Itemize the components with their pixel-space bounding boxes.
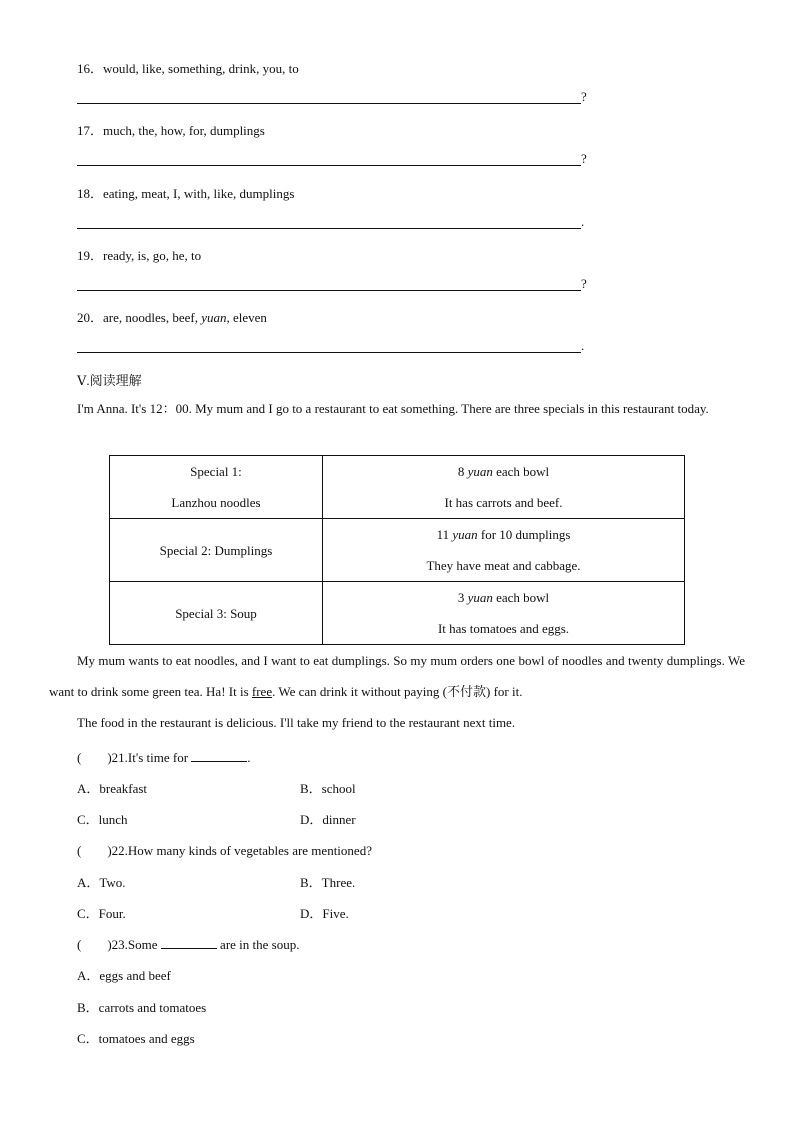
- special-price: 11 yuan for 10 dumplings: [436, 527, 571, 542]
- question-21: ( )21.It's time for .: [77, 750, 251, 765]
- end-punctuation: ?: [581, 276, 587, 291]
- answer-line-18[interactable]: [77, 228, 581, 229]
- question-number: 16．: [77, 61, 104, 76]
- special-description: It has carrots and beef.: [444, 495, 563, 510]
- answer-paren[interactable]: ( ): [77, 750, 112, 765]
- special-price: 8 yuan each bowl: [457, 464, 550, 479]
- word-list: eating, meat, I, with, like, dumplings: [103, 186, 295, 201]
- passage-paragraph-1: [49, 393, 745, 424]
- option-d[interactable]: D．Five.: [300, 906, 349, 921]
- question-16: [77, 58, 299, 77]
- paragraph-text: I'm Anna. It's 12：00. My mum and I go to a restaurant to eat something. There are three specials in this restaurant today.: [77, 401, 709, 416]
- question-18: [77, 183, 294, 202]
- end-punctuation: ?: [581, 151, 587, 166]
- paragraph-text: The food in the restaurant is delicious. I'll take my friend to the restaurant next time.: [77, 715, 516, 730]
- special-description: It has tomatoes and eggs.: [437, 621, 570, 636]
- special-name-cell: [110, 519, 323, 582]
- word-list-before: are, noodles, beef,: [103, 310, 198, 325]
- end-punctuation: .: [581, 214, 585, 229]
- underlined-word: free: [251, 684, 273, 699]
- option-c[interactable]: C．tomatoes and eggs: [77, 1031, 195, 1046]
- section-title: Ⅴ.阅读理解: [77, 373, 142, 388]
- word-list: ready, is, go, he, to: [103, 248, 202, 263]
- answer-paren[interactable]: ( ): [77, 937, 112, 952]
- answer-line-16[interactable]: [77, 103, 581, 104]
- end-punctuation: ?: [581, 89, 587, 104]
- option-b[interactable]: B．carrots and tomatoes: [77, 1000, 207, 1015]
- option-b[interactable]: B．school: [300, 781, 356, 796]
- special-name-line1: Special 3: Soup: [175, 605, 257, 621]
- option-a[interactable]: A．Two.: [77, 875, 126, 890]
- option-b[interactable]: B．Three.: [300, 875, 356, 890]
- passage-paragraph-2: [49, 645, 745, 707]
- question-number: 17．: [77, 123, 104, 138]
- special-name-line1: Special 1:: [190, 464, 242, 479]
- option-a[interactable]: A．breakfast: [77, 781, 148, 796]
- word-list: would, like, something, drink, you, to: [103, 61, 299, 76]
- fill-blank[interactable]: [161, 937, 217, 949]
- table-row: [110, 456, 685, 519]
- answer-line-17[interactable]: [77, 165, 581, 166]
- special-name-cell: [110, 582, 323, 645]
- special-name-cell: [110, 456, 323, 519]
- question-number: 20．: [77, 310, 104, 325]
- word-list: much, the, how, for, dumplings: [103, 123, 265, 138]
- question-19: [77, 245, 201, 264]
- question-number: 19．: [77, 248, 104, 263]
- special-detail-cell: [323, 519, 685, 582]
- word-list-italic: yuan,: [201, 310, 230, 325]
- special-detail-cell: [323, 582, 685, 645]
- answer-line-19[interactable]: [77, 290, 581, 291]
- word-list-after: eleven: [232, 310, 267, 325]
- special-name-line2: Lanzhou noodles: [171, 495, 261, 510]
- question-17: [77, 120, 265, 139]
- specials-table: [109, 455, 685, 645]
- passage-paragraph-3: [49, 707, 745, 738]
- option-c[interactable]: C．Four.: [77, 906, 126, 921]
- table-row: [110, 582, 685, 645]
- end-punctuation: .: [581, 338, 585, 353]
- answer-paren[interactable]: ( ): [77, 843, 112, 858]
- fill-blank[interactable]: [191, 750, 247, 762]
- option-d[interactable]: D．dinner: [300, 812, 356, 827]
- option-a[interactable]: A．eggs and beef: [77, 968, 171, 983]
- question-23: ( )23.Some are in the soup.: [77, 937, 300, 952]
- answer-line-20[interactable]: [77, 352, 581, 353]
- question-22: ( )22.How many kinds of vegetables are mentioned?: [77, 843, 372, 858]
- table-row: [110, 519, 685, 582]
- special-description: They have meat and cabbage.: [426, 558, 581, 573]
- special-detail-cell: [323, 456, 685, 519]
- special-price: 3 yuan each bowl: [457, 590, 550, 605]
- special-name-line1: Special 2: Dumplings: [159, 542, 273, 558]
- paragraph-text-after: . We can drink it without paying (不付款) for it.: [272, 684, 523, 699]
- question-20: [77, 307, 267, 326]
- question-number: 18．: [77, 186, 104, 201]
- paragraph-text: My mum wants to eat noodles, and I want to eat dumplings. So my mum orders one bowl of noodles and twenty dumplings. We want to drink some green tea. Ha! It is: [49, 653, 745, 699]
- option-c[interactable]: C．lunch: [77, 812, 128, 827]
